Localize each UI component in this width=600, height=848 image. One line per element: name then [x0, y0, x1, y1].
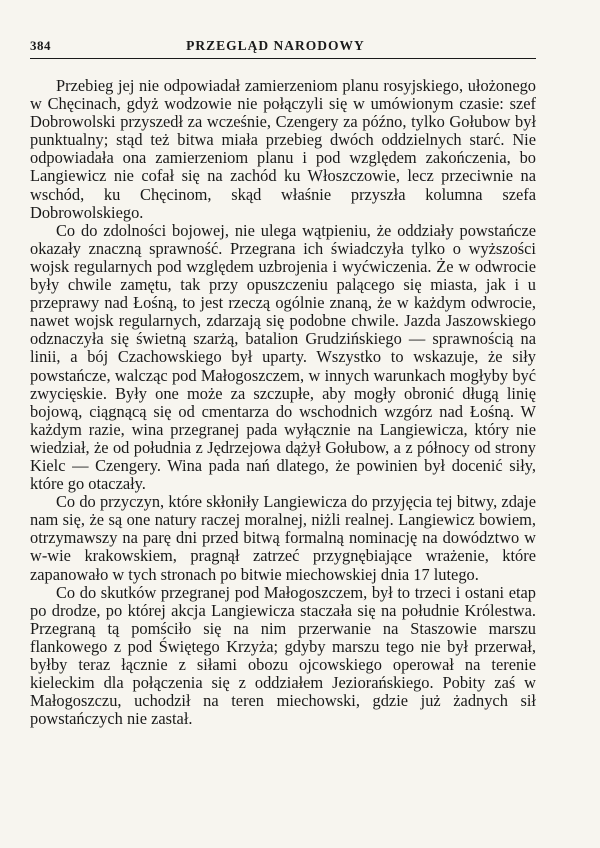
paragraph: Co do przyczyn, które skłoniły Langiewicza do przyjęcia tej bitwy, zdaje nam się, że są one natury raczej moralnej, niżli realnej. Langiewicz bowiem, otrzymawszy na parę dni przed bitwą formalną nominację na dowództwo w w-wie krakowskiem, pragnął zatrzeć przygnębiające wrażenie, które zapanowało w tych stronach po bitwie miechowskiej dnia 17 lutego.: [30, 492, 536, 584]
running-header: [30, 38, 536, 59]
running-title: PRZEGLĄD NARODOWY: [186, 38, 365, 53]
page-number: 384: [30, 38, 51, 53]
paragraph: Co do zdolności bojowej, nie ulega wątpieniu, że oddziały powstańcze okazały znaczną sprawność. Przegrana ich świadczyła tylko o wyższości wojsk regularnych pod względem uzbrojenia i wyćwiczenia. Że w odwrocie były chwile zamętu, tak przy opuszczeniu palącego się miasta, jak i u przeprawy nad Łośną, to jest rzeczą ogólnie znaną, że w każdym odwrocie, nawet wojsk regularnych, zdarzają się podobne chwile. Jazda Jaszowskiego odznaczyła się świetną szarżą, batalion Grudzińskiego — sprawnością na linii, a bój Czachowskiego był uparty. Wszystko to wskazuje, że siły powstańcze, walcząc pod Małogoszczem, w innych warunkach mogłyby być zwycięskie. Były one może za szczupłe, aby mogły obronić długą linię bojową, ciągnącą się od cmentarza do wschodnich wzgórz nad Łośną. W każdym razie, wina przegranej pada wyłącznie na Langiewicza, który nie wiedział, że od południa z Jędrzejowa dążył Gołubow, a z północy od strony Kielc — Czengery. Wina pada nań dlatego, że powinien był docenić siły, które go otaczały.: [30, 220, 536, 494]
paragraph: Przebieg jej nie odpowiadał zamierzeniom planu rosyjskiego, ułożonego w Chęcinach, gdyż wodzowie nie połączyli się w umówionym czasie: szef Dobrowolski przyszedł za wcześnie, Czengery za późno, tylko Gołubow był punktualny; stąd też bitwa miała przebieg dwóch oddzielnych starć. Nie odpowiadała ona zamierzeniom planu i pod względem zakończenia, bo Langiewicz nie cofał się na zachód ku Włoszczowie, lecz przeciwnie na wschód, ku Chęcinom, skąd właśnie przyszła kolumna szefa Dobrowolskiego.: [30, 76, 536, 222]
paragraph: Co do skutków przegranej pod Małogoszczem, był to trzeci i ostani etap po drodze, po której akcja Langiewicza staczała się na południe Królestwa. Przegraną tą pomściło się na nim przerwanie na Staszowie marszu flankowego z pod Świętego Krzyża; gdyby marszu tego nie był przerwał, byłby teraz łącznie z siłami obozu ojcowskiego operował na terenie kieleckim dla połączenia się z oddziałem Jeziorańskiego. Pobity zaś w Małogoszczu, uchodził na teren miechowski, gdzie już żadnych sił powstańczych nie zastał.: [30, 582, 536, 729]
body-text: [30, 77, 536, 728]
